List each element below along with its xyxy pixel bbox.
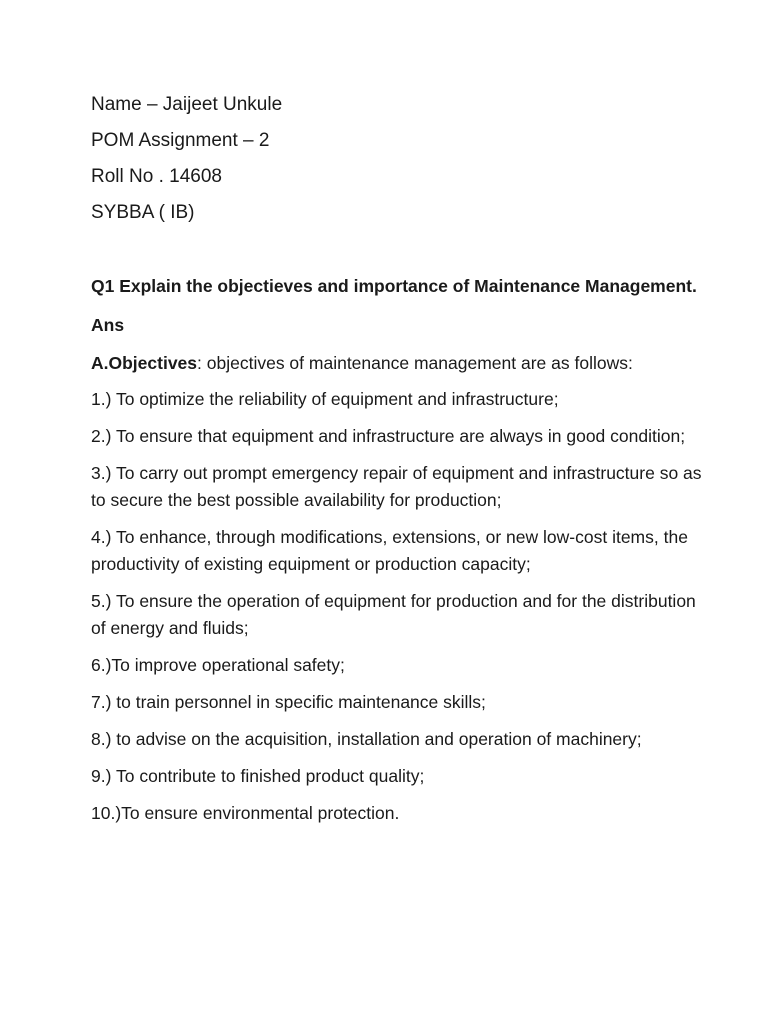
list-item: 2.) To ensure that equipment and infrastructure are always in good condition; xyxy=(91,426,686,446)
assignment-title: POM Assignment – 2 xyxy=(91,130,270,151)
list-item: 5.) To ensure the operation of equipment for production and for the distribution of energy and fluids; xyxy=(91,591,696,638)
student-name: Name – Jaijeet Unkule xyxy=(91,94,283,115)
class-name: SYBBA ( IB) xyxy=(91,202,195,223)
list-item: 9.) To contribute to finished product quality; xyxy=(91,766,425,786)
objectives-intro: : objectives of maintenance management are as follows: xyxy=(197,353,633,373)
list-item: 1.) To optimize the reliability of equipment and infrastructure; xyxy=(91,389,559,409)
list-item: 4.) To enhance, through modifications, extensions, or new low-cost items, the productivity of existing equipment or production capacity; xyxy=(91,527,688,574)
student-header xyxy=(91,90,282,234)
list-item: 7.) to train personnel in specific maintenance skills; xyxy=(91,692,486,712)
list-item: 6.)To improve operational safety; xyxy=(91,655,345,675)
answer-body xyxy=(91,272,711,837)
objectives-intro-line xyxy=(91,349,711,377)
objectives-heading: A.Objectives xyxy=(91,353,198,373)
objectives-list xyxy=(91,386,711,827)
list-item: 3.) To carry out prompt emergency repair of equipment and infrastructure so as to secure the best possible availability for production; xyxy=(91,463,702,510)
list-item: 8.) to advise on the acquisition, installation and operation of machinery; xyxy=(91,729,642,749)
question-title: Q1 Explain the objectieves and importance of Maintenance Management. xyxy=(91,276,697,296)
list-item: 10.)To ensure environmental protection. xyxy=(91,803,400,823)
answer-label: Ans xyxy=(91,315,125,335)
roll-number: Roll No . 14608 xyxy=(91,166,222,187)
